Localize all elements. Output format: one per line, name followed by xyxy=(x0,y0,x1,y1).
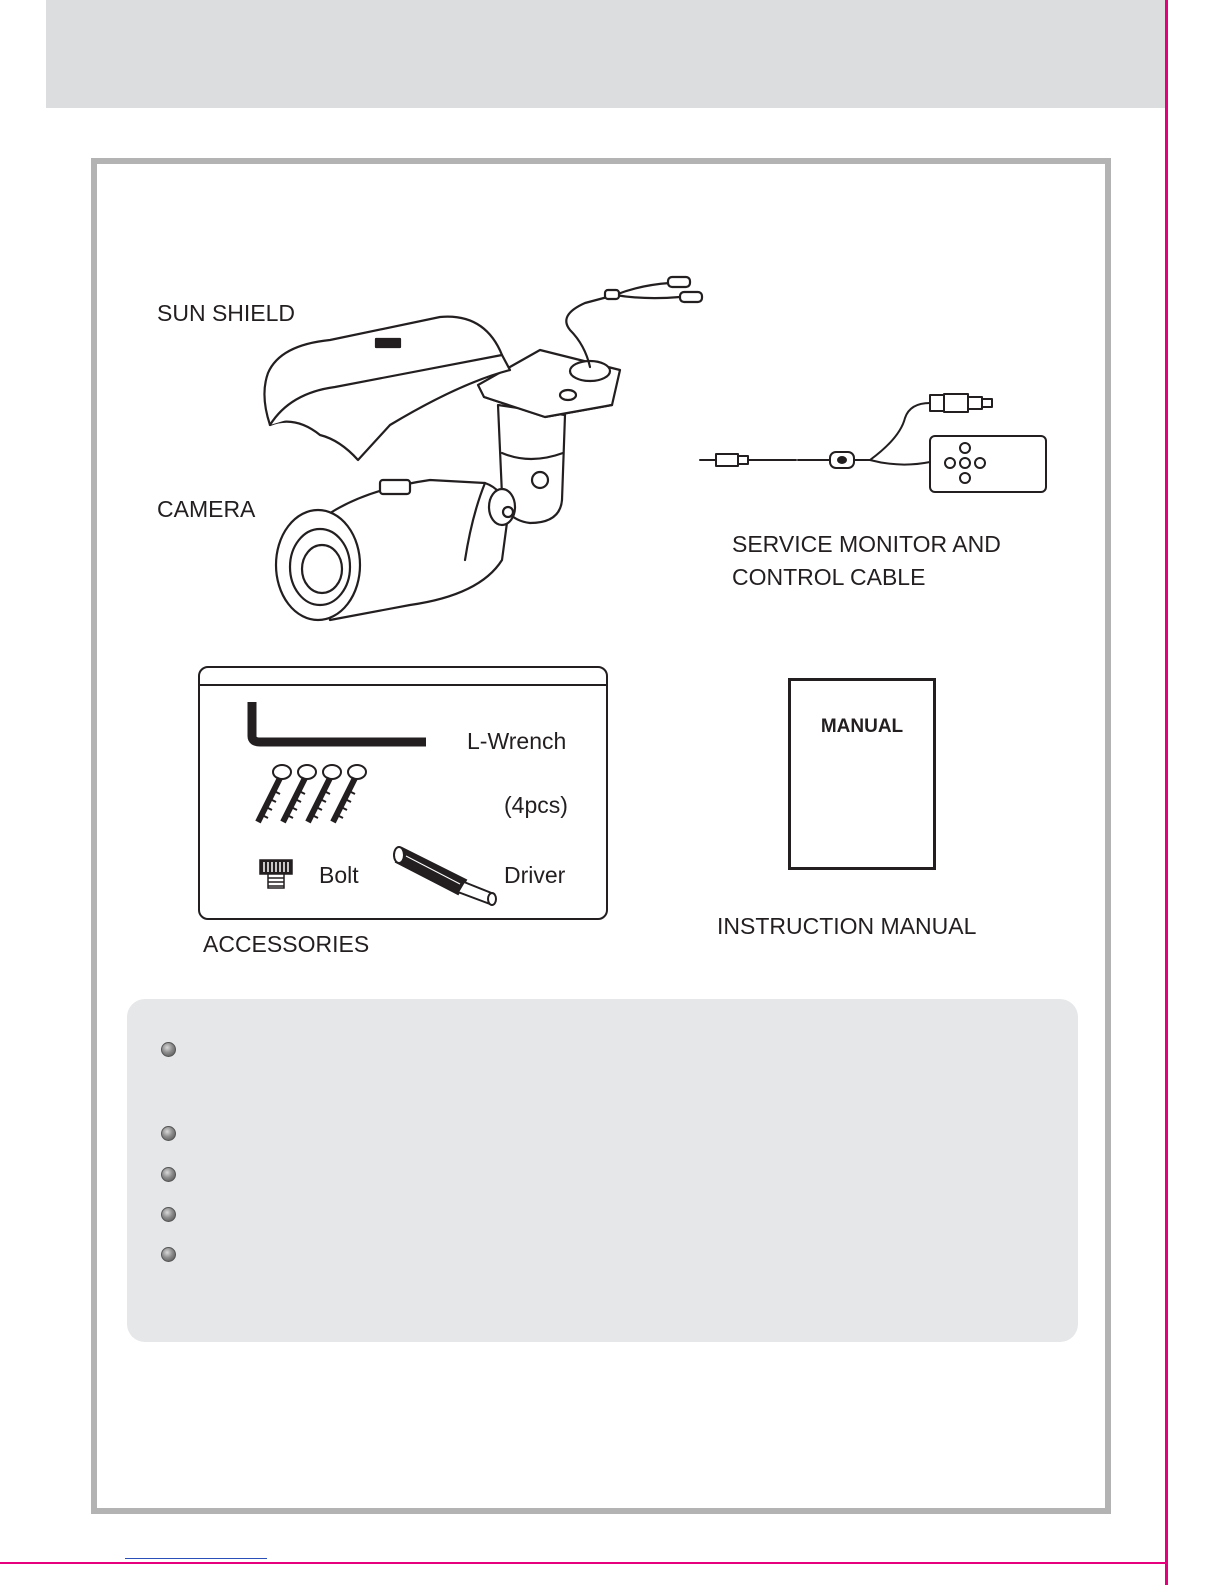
screws-count-label: (4pcs) xyxy=(504,792,568,818)
driver-label: Driver xyxy=(504,862,566,888)
driver-icon xyxy=(394,842,504,906)
note-bullet-icon xyxy=(161,1207,176,1222)
note-bullet-icon xyxy=(161,1126,176,1141)
bolt-label: Bolt xyxy=(319,862,359,888)
service-cable-illustration-icon xyxy=(700,388,1050,498)
footer-line xyxy=(0,1562,1165,1564)
page-edge-line xyxy=(1165,0,1168,1585)
notes-panel xyxy=(127,999,1078,1342)
sun-shield-label: SUN SHIELD xyxy=(157,300,296,326)
camera-illustration-icon xyxy=(240,275,720,640)
camera-label: CAMERA xyxy=(157,496,256,522)
manual-cover-title: MANUAL xyxy=(820,716,904,737)
service-cable-label-line1: SERVICE MONITOR AND xyxy=(732,531,1001,557)
accessories-box-divider xyxy=(200,684,606,686)
instruction-manual-label: INSTRUCTION MANUAL xyxy=(717,913,977,939)
l-wrench-label: L-Wrench xyxy=(467,728,567,754)
bolt-icon xyxy=(258,858,294,892)
note-bullet-icon xyxy=(161,1042,176,1057)
footer-link-underline xyxy=(125,1558,267,1559)
header-band xyxy=(46,0,1166,108)
note-bullet-icon xyxy=(161,1167,176,1182)
note-bullet-icon xyxy=(161,1247,176,1262)
accessories-label: ACCESSORIES xyxy=(203,931,370,957)
service-cable-label-line2: CONTROL CABLE xyxy=(732,564,926,590)
manual-book-icon xyxy=(788,678,936,870)
screws-icon xyxy=(250,762,390,832)
l-wrench-icon xyxy=(246,700,431,750)
